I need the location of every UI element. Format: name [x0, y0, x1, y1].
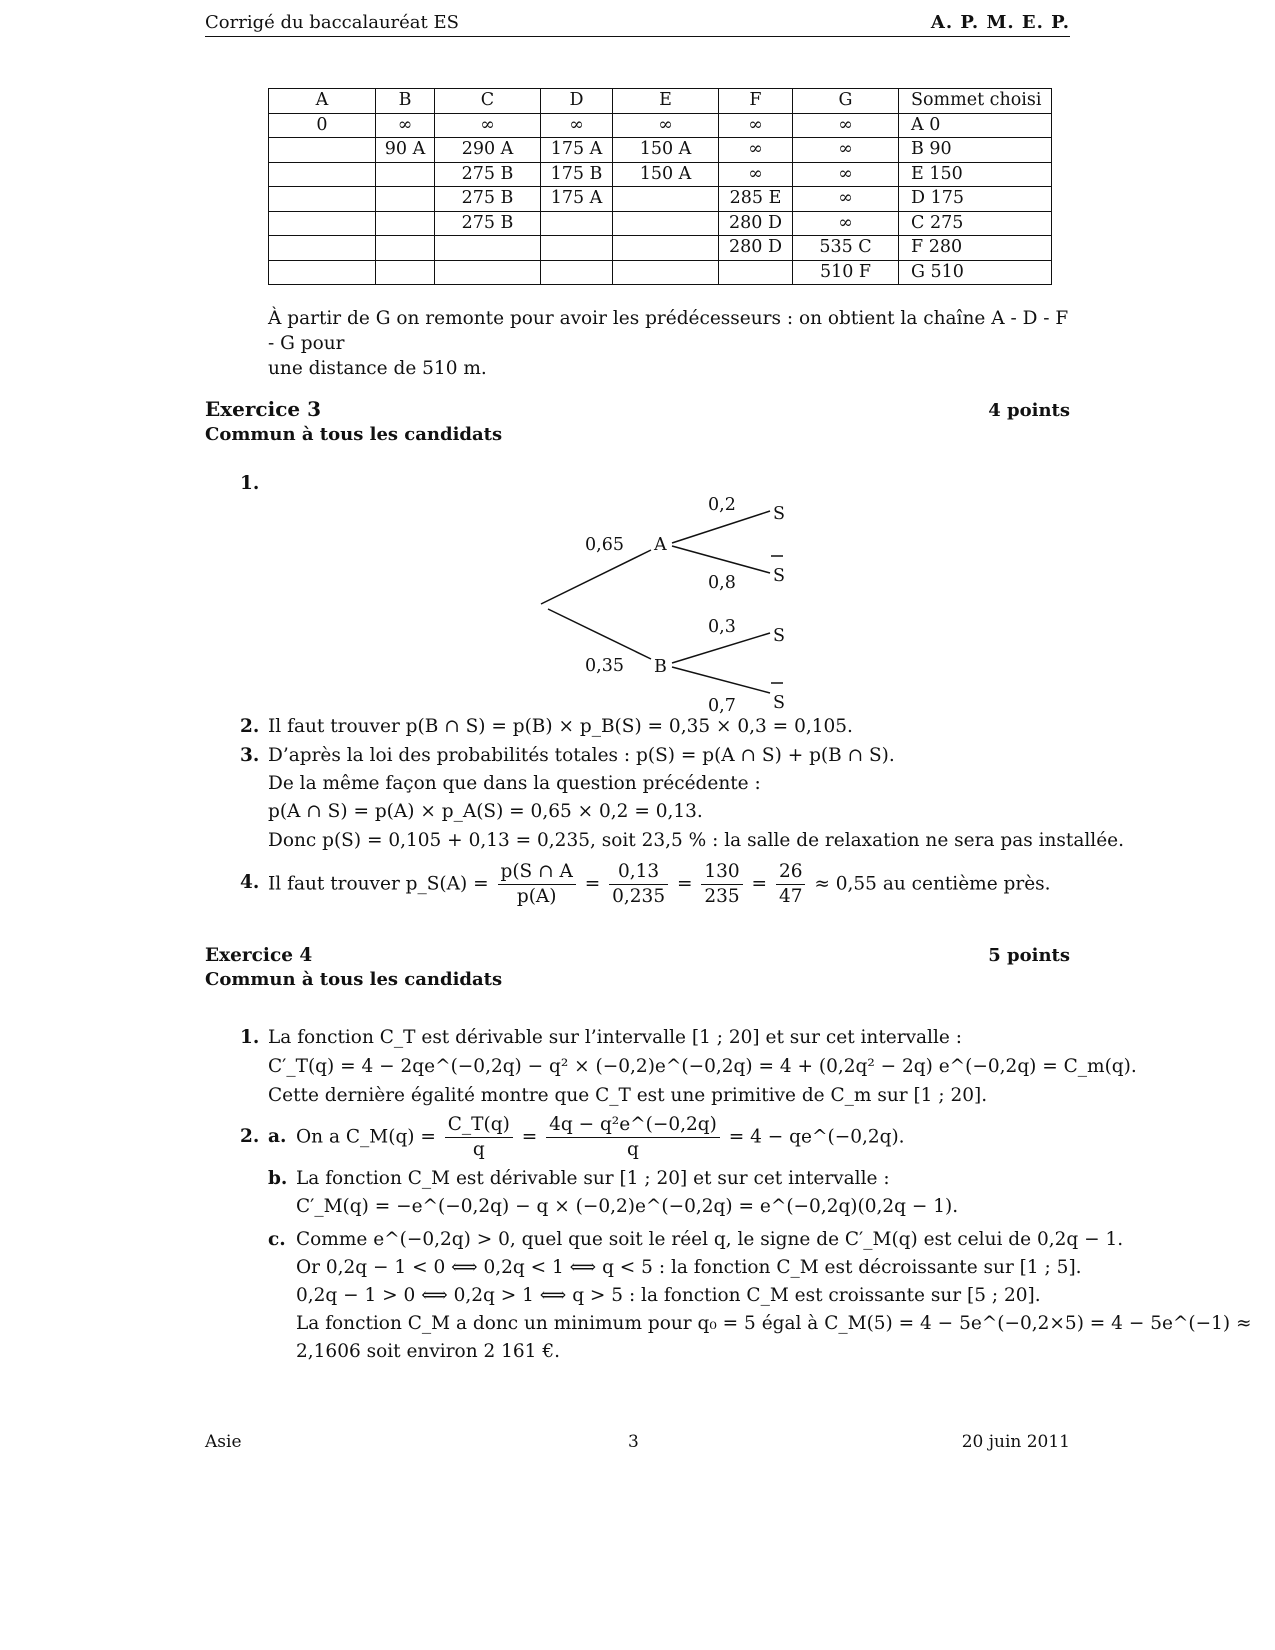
table-cell: 290 A: [435, 138, 541, 163]
table-cell: ∞: [793, 211, 899, 236]
table-cell: 535 C: [793, 236, 899, 261]
branch-B-S: [672, 633, 770, 663]
ex4-q2c-line-1: Comme e^(−0,2q) > 0, quel que soit le réel q, le signe de C′_M(q) est celui de 0,2q − 1.: [296, 1229, 1124, 1250]
branch-root-A: [541, 550, 651, 604]
header-apmep: A. P. M. E. P.: [930, 12, 1070, 33]
ex4-points: 5 points: [988, 945, 1070, 966]
table-cell: G 510: [899, 260, 1052, 285]
ex4-q1-line-2: C′_T(q) = 4 − 2qe^(−0,2q) − q² × (−0,2)e^(−0,2q) = 4 + (0,2q² − 2q) e^(−0,2q) = C_m(q).: [268, 1056, 1137, 1077]
ex3-q4-number: 4.: [240, 872, 260, 893]
fraction: [776, 860, 806, 909]
table-cell: 275 B: [435, 162, 541, 187]
table-cell: ∞: [719, 162, 793, 187]
table-cell: 90 A: [376, 138, 435, 163]
tree-leaf-Sbar: S: [773, 693, 785, 713]
ex4-q2a-prefix: On a C_M(q) =: [296, 1126, 436, 1148]
ex4-q2c-line-3: 0,2q − 1 > 0 ⟺ 0,2q > 1 ⟺ q > 5 : la fonction C_M est croissante sur [5 ; 20].: [296, 1285, 1041, 1306]
tree-prob-Sbar-given-B: 0,7: [708, 696, 736, 716]
table-cell: 510 F: [793, 260, 899, 285]
branch-A-S: [672, 511, 770, 543]
ex4-q2a-suffix: = 4 − qe^(−0,2q).: [728, 1126, 905, 1148]
table-cell: ∞: [793, 113, 899, 138]
table-cell: F 280: [899, 236, 1052, 261]
table-cell: ∞: [793, 162, 899, 187]
table-cell: ∞: [613, 113, 719, 138]
ex3-subtitle: Commun à tous les candidats: [205, 424, 503, 445]
tree-prob-A: 0,65: [585, 535, 624, 555]
ex3-q3-line-4: Donc p(S) = 0,105 + 0,13 = 0,235, soit 23,5 % : la salle de relaxation ne sera pas installée.: [268, 830, 1125, 851]
fraction-numerator: p(S ∩ A: [498, 860, 576, 885]
ex4-q2c-letter: c.: [268, 1229, 286, 1250]
tree-prob-Sbar-given-A: 0,8: [708, 573, 736, 593]
ex3-title: Exercice 3: [205, 397, 321, 421]
branch-A-Sbar: [672, 546, 770, 573]
probability-tree: [0, 0, 1275, 720]
table-cell: 150 A: [613, 138, 719, 163]
table-cell: 175 A: [541, 138, 613, 163]
ex4-q2b-line-2: C′_M(q) = −e^(−0,2q) − q × (−0,2)e^(−0,2q) = e^(−0,2q)(0,2q − 1).: [296, 1196, 959, 1217]
branch-root-B: [548, 609, 651, 659]
ex3-q2-number: 2.: [240, 716, 260, 737]
ex4-q2a-letter: a.: [268, 1126, 287, 1147]
header-title: Corrigé du baccalauréat ES: [205, 12, 459, 33]
fraction: [609, 860, 668, 909]
table-cell: D 175: [899, 187, 1052, 212]
ex3-q4-suffix: ≈ 0,55 au centième près.: [814, 873, 1051, 895]
fraction: [701, 860, 742, 909]
table-cell: 175 B: [541, 162, 613, 187]
table-header: C: [435, 89, 541, 114]
tree-node-B: B: [654, 657, 667, 677]
table-header: D: [541, 89, 613, 114]
table-header: F: [719, 89, 793, 114]
ex3-points: 4 points: [988, 400, 1070, 421]
fraction-denominator: q: [472, 1139, 485, 1160]
fraction: [445, 1113, 513, 1162]
ex4-title: Exercice 4: [205, 945, 313, 966]
fraction-denominator: 0,235: [612, 886, 666, 907]
fraction-numerator: 26: [776, 860, 806, 885]
fraction: [498, 860, 576, 909]
table-cell: C 275: [899, 211, 1052, 236]
ex4-subtitle: Commun à tous les candidats: [205, 969, 503, 990]
ex4-q1-line-1: La fonction C_T est dérivable sur l’intervalle [1 ; 20] et sur cet intervalle :: [268, 1027, 962, 1048]
tree-prob-S-given-B: 0,3: [708, 617, 736, 637]
branch-B-Sbar: [672, 667, 770, 693]
table-header: A: [269, 89, 376, 114]
page-number: 3: [628, 1432, 639, 1452]
table-header: E: [613, 89, 719, 114]
table-cell: ∞: [541, 113, 613, 138]
ex3-q4-prefix: Il faut trouver p_S(A) =: [268, 873, 489, 895]
table-cell: A 0: [899, 113, 1052, 138]
ex4-q2b-line-1: La fonction C_M est dérivable sur [1 ; 20] et sur cet intervalle :: [296, 1168, 890, 1189]
table-cell: E 150: [899, 162, 1052, 187]
tree-leaf-S: S: [773, 504, 785, 524]
footer-date: 20 juin 2011: [961, 1432, 1070, 1452]
ex3-q1-number: 1.: [240, 473, 260, 494]
table-cell: 285 E: [719, 187, 793, 212]
table-cell: 175 A: [541, 187, 613, 212]
ex3-q4-line: Il faut trouver p_S(A) = $\frac{p(S \cap A}{p(A)}$ = $\frac{0,13}{0,235}$ = $\frac{130}{235}$ = $\frac{26}{47}$ ≈ 0,55 au centième près.: [268, 861, 1051, 907]
ex3-q3-line-3: p(A ∩ S) = p(A) × p_A(S) = 0,65 × 0,2 = 0,13.: [268, 801, 703, 822]
tree-leaf-Sbar: S: [773, 566, 785, 586]
footer-left: Asie: [205, 1432, 242, 1452]
fraction-numerator: 0,13: [609, 860, 668, 885]
table-cell: 275 B: [435, 187, 541, 212]
tree-prob-B: 0,35: [585, 656, 624, 676]
fraction-denominator: 235: [704, 886, 740, 907]
table-cell: 150 A: [613, 162, 719, 187]
tree-leaf-S: S: [773, 626, 785, 646]
table-cell: 280 D: [719, 236, 793, 261]
table-cell: ∞: [793, 187, 899, 212]
ex4-q2c-line-5: 2,1606 soit environ 2 161 €.: [296, 1341, 560, 1362]
conclusion-line-1: À partir de G on remonte pour avoir les prédécesseurs : on obtient la chaîne A - D - F - G pour: [268, 308, 1069, 354]
tree-node-A: A: [654, 535, 667, 555]
fraction-denominator: p(A): [516, 886, 557, 907]
fraction-numerator: 4q − q²e^(−0,2q): [546, 1113, 720, 1138]
table-cell: 275 B: [435, 211, 541, 236]
table-cell: 0: [269, 113, 376, 138]
fraction: [546, 1113, 720, 1162]
table-cell: ∞: [719, 138, 793, 163]
conclusion-line-2: une distance de 510 m.: [268, 358, 487, 379]
fraction-numerator: 130: [701, 860, 742, 885]
ex4-q1-line-3: Cette dernière égalité montre que C_T est une primitive de C_m sur [1 ; 20].: [268, 1085, 988, 1106]
fraction-numerator: C_T(q): [445, 1113, 513, 1138]
table-cell: ∞: [719, 113, 793, 138]
ex4-q2b-letter: b.: [268, 1168, 288, 1189]
table-cell: ∞: [376, 113, 435, 138]
ex4-q2c-line-2: Or 0,2q − 1 < 0 ⟺ 0,2q < 1 ⟺ q < 5 : la fonction C_M est décroissante sur [1 ; 5].: [296, 1257, 1082, 1278]
ex3-q2-text: Il faut trouver p(B ∩ S) = p(B) × p_B(S) = 0,35 × 0,3 = 0,105.: [268, 716, 853, 737]
table-header: Sommet choisi: [899, 89, 1052, 114]
table-cell: ∞: [435, 113, 541, 138]
table-header: B: [376, 89, 435, 114]
ex3-q3-line-2: De la même façon que dans la question précédente :: [268, 773, 761, 794]
ex4-q2c-line-4: La fonction C_M a donc un minimum pour q₀ = 5 égal à C_M(5) = 4 − 5e^(−0,2×5) = 4 − 5e^(−1) ≈: [296, 1313, 1252, 1334]
table-cell: 280 D: [719, 211, 793, 236]
ex4-q2-number: 2.: [240, 1126, 260, 1147]
table-cell: ∞: [793, 138, 899, 163]
ex4-q2a-line: On a C_M(q) = $\frac{C\_T(q)}{q}$ = $\frac{\text{4q − q²e\textasciicircum{}(−0,2q)}}{q}$ = 4 − qe^(−0,2q).: [296, 1114, 905, 1160]
fraction-denominator: 47: [778, 886, 803, 907]
tree-prob-S-given-A: 0,2: [708, 495, 736, 515]
table-header: G: [793, 89, 899, 114]
ex4-q1-number: 1.: [240, 1027, 260, 1048]
ex3-q3-number: 3.: [240, 745, 260, 766]
fraction-denominator: q: [627, 1139, 639, 1160]
table-cell: B 90: [899, 138, 1052, 163]
ex3-q3-line-1: D’après la loi des probabilités totales : p(S) = p(A ∩ S) + p(B ∩ S).: [268, 745, 895, 766]
